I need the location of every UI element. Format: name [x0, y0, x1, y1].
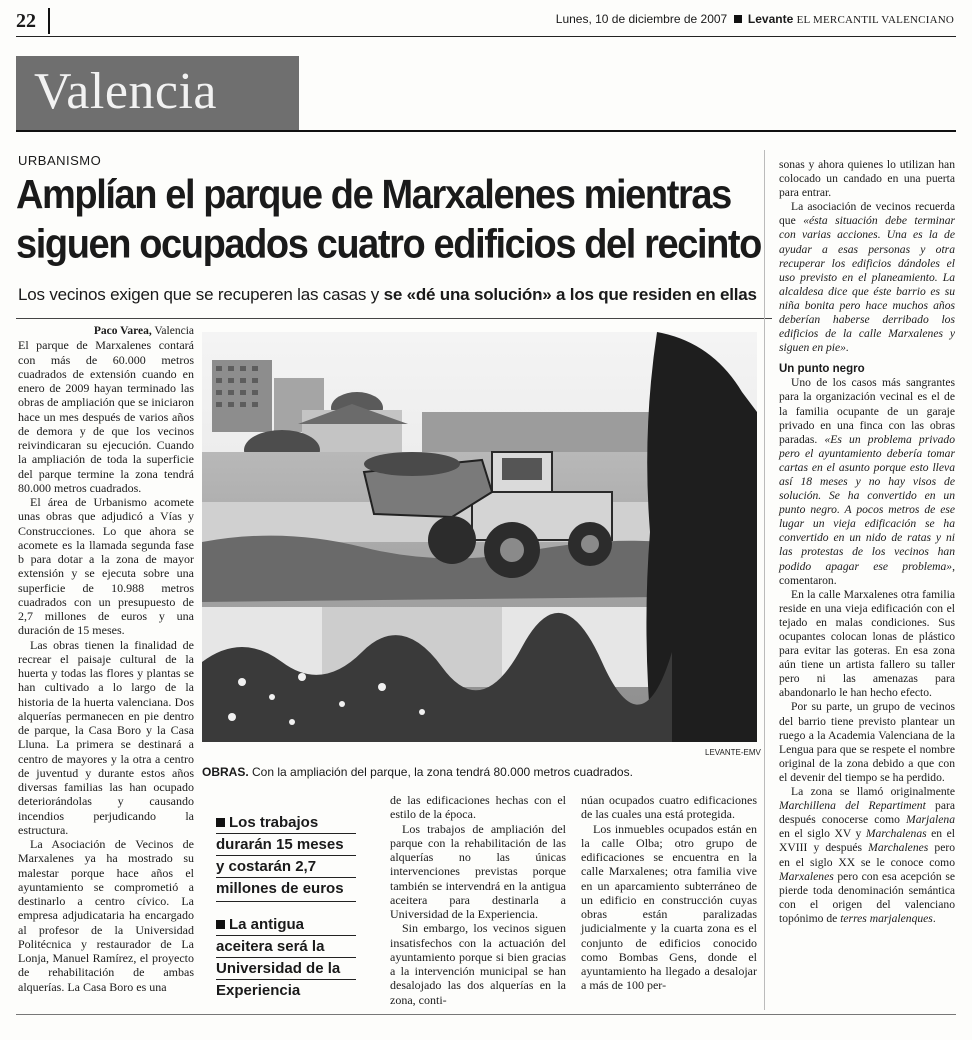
article-column-5: [779, 158, 955, 926]
square-bullet-icon: [216, 920, 225, 929]
construction-photo-illustration: [202, 332, 757, 742]
paragraph: El parque de Marxalenes contará con más de 60.000 metros cuadrados de extensión cuando en enero de 2009 hayan terminado las obras de ampliación que se iniciaron hace un mes después de varios años de demora y de que los vecinos reivindicaran su ejecución. Cuando la ampliación de toda la superficie del parque termine la zona tendrá 80.000 metros cuadrados.: [18, 338, 194, 495]
newspaper-name: EL MERCANTIL VALENCIANO: [796, 14, 954, 26]
pull-quote-line: millones de euros: [216, 880, 344, 897]
photo-caption: [202, 765, 757, 779]
subheading: Un punto negro: [779, 363, 865, 376]
pull-quote-1: [216, 812, 356, 902]
paragraph: La asociación de vecinos recuerda que «ésta situación debe terminar con varias acciones. Una es la de ayudar a esas personas y otra recuperar los edificios dándoles el uso previsto en el planeamiento. La alcaldesa dice que éste barrio es su niña bonita pero hace muchos años deberían haberse derribado los edificios de la calle Marxalenes y siguen en pie».: [779, 200, 956, 355]
photo-credit: LEVANTE-EMV: [705, 748, 761, 757]
pull-quote-line: y costarán 2,7: [216, 856, 356, 878]
paragraph: La zona se llamó originalmente Marchillena del Repartiment para después conocerse como Marjalena en el siglo XV y Marchalenas en el XVIII y después Marchalenes pero en el siglo XX se le conoce como Marxalenes pero con esa acepción se pierde toda denominación semántica con el origen del valenciano topónimo de terres marjalenques.: [779, 785, 956, 925]
caption-label: OBRAS.: [202, 765, 249, 779]
byline-author: Paco Varea,: [93, 325, 152, 337]
byline: [18, 324, 194, 338]
column-divider: [764, 150, 765, 1010]
paragraph: Uno de los casos más sangrantes para la organización vecinal es el de la familia ocupante de un garaje privado en una finca con las obras paradas. «Es un problema privado pero el ayuntamiento debería tomar cartas en el asunto porque esto lleva así 18 meses y no hay visos de solución. Se ha convertido en un punto negro. A pocos metros de ese lugar un vieja edificación se ha convertido en un nido de ratas y ni las protestas de los vecinos han podido apagar ese problema», comentaron.: [779, 376, 955, 587]
pull-quote-2: [216, 914, 356, 1003]
article-column-4: [581, 793, 757, 993]
headline-line-1: Amplían el parque de Marxalenes mientras: [16, 172, 731, 218]
pull-quote-line: durarán 15 meses: [216, 834, 356, 856]
paragraph: Por su parte, un grupo de vecinos del barrio tiene previsto plantear un ruego a la Academia Valenciana de la Lengua para que se respete el nombre original de la zona debido a que con el devenir del tiempo se ha perdido.: [779, 700, 955, 784]
article-column-1: [18, 324, 194, 994]
paragraph: El área de Urbanismo acomete unas obras que adjudicó a Vías y Construcciones. Lo que ahora se acomete es la llamada segunda fase b para dotar a la zona de mayor extensión y se ejecuta sobre una superficie de 10.988 metros cuadrados con un presupuesto de 2,7 millones de euros y una duración de 15 meses.: [18, 495, 194, 638]
header-info: [556, 12, 954, 26]
paragraph: núan ocupados cuatro edificaciones de las cuales una está protegida.: [581, 793, 757, 822]
paragraph: sonas y ahora quienes lo utilizan han colocado un candado en una puerta para entrar.: [779, 158, 955, 200]
byline-place: Valencia: [151, 325, 194, 337]
paragraph: Los trabajos de ampliación del parque con la rehabilitación de las alquerías no las únicas intervenciones previstas porque también se intervendrá en la antigua aceitera para destinarla a Universidad de la Experiencia.: [390, 821, 566, 921]
subheadline-bold: se «dé una solución» a los que residen en ellas: [383, 285, 757, 304]
footer-rule: [16, 1014, 956, 1015]
pull-quote-line: Experiencia: [216, 982, 301, 999]
pull-quote-line: Universidad de la: [216, 958, 356, 980]
article-column-3: [390, 793, 566, 1007]
header-rule: [16, 36, 956, 37]
page-number-divider: [48, 8, 50, 34]
paragraph: Los inmuebles ocupados están en la calle Olba; otro grupo de edificaciones se encuentra en la calle Marxalenes; otra familia vive en un aparcamiento subterráneo de un edificio en construcción cuyas obras están paralizadas judicialmente y la cuarta zona es el conjunto de edificios conocido como Bombas Gens, donde el ayuntamiento ha llegado a desalojar a más de 100 per-: [581, 821, 757, 993]
issue-date: Lunes, 10 de diciembre de 2007: [555, 12, 728, 26]
paragraph: La Asociación de Vecinos de Marxalenes ya ha mostrado su malestar porque hace años el ayuntamiento se comprometió a destinarlo a centro cívico. La empresa adjudicataria ha encargado al profesor de la Universidad Politécnica y restaurador de La Lonja, Manuel Ramírez, el proyecto de rehabilitación de ambas alquerías. La Casa Boro es una: [18, 837, 194, 994]
article-photo: [202, 332, 757, 742]
article-subheadline: [18, 285, 778, 305]
section-rule: [16, 130, 956, 132]
subheadline-rule: [16, 318, 772, 319]
article-kicker: URBANISMO: [18, 153, 102, 168]
square-bullet-icon: [216, 818, 225, 827]
pull-quote-line: La antigua: [216, 914, 356, 936]
newspaper-brand: Levante: [747, 12, 794, 26]
pull-quote-line: Los trabajos: [216, 812, 356, 834]
paragraph: En la calle Marxalenes otra familia reside en una vieja edificación con el tejado en malas condiciones. Sus ocupantes colocan lonas de plástico para evitar las goteras. En esa zona aún tiene un artista fallero su taller pero ni las amenazas para abandonarlo le han hecho efecto.: [779, 587, 955, 700]
caption-text: Con la ampliación del parque, la zona tendrá 80.000 metros cuadrados.: [248, 765, 633, 779]
paragraph: Sin embargo, los vecinos siguen insatisfechos con la actuación del ayuntamiento porque si bien gracias a la intervención municipal se han desalojado las dos alquerías en la zona, conti-: [390, 921, 566, 1007]
square-bullet-icon: [734, 15, 742, 23]
section-title: Valencia: [34, 63, 218, 120]
page-number: 22: [16, 10, 36, 32]
pull-quote-line: aceitera será la: [216, 936, 356, 958]
article-headline: [16, 170, 776, 269]
pull-quote-box: [216, 812, 356, 1015]
subheadline-normal: Los vecinos exigen que se recuperen las casas y: [18, 285, 384, 304]
headline-line-2: siguen ocupados cuatro edificios del recinto: [16, 221, 761, 268]
paragraph: de las edificaciones hechas con el estilo de la época.: [390, 793, 566, 822]
paragraph: Las obras tienen la finalidad de recrear el paisaje cultural de la huerta y todas las flores y plantas se han cultivado a lo largo de la historia de la huerta valenciana. Dos alquerías permanecen en pie dentro de parque, la Casa Boro y la Casa Lluna. La primera se destinará a centro de mayores y la otra a centro de juventud y durante estos años diversas familias las han ocupado deteriorándolas y causando incendios perjudicando la estructura.: [18, 637, 194, 837]
